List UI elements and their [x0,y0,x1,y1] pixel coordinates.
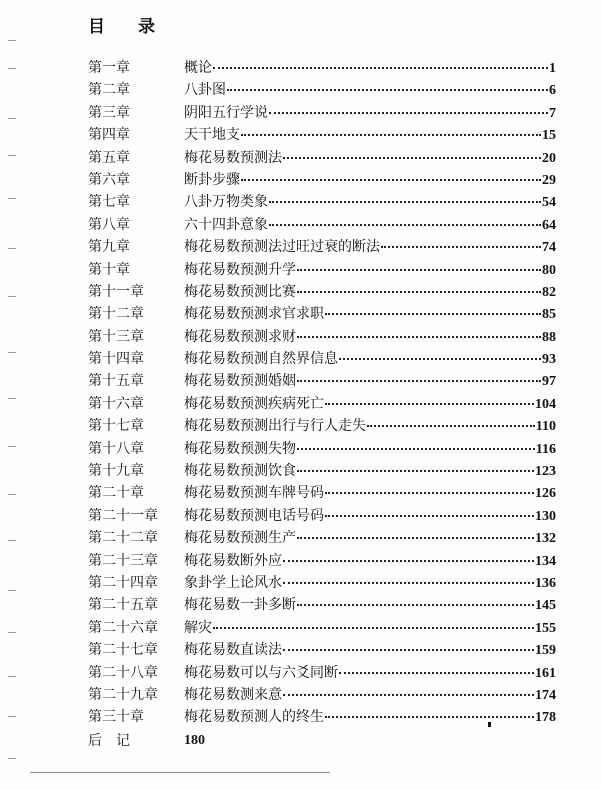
toc-chapter-title: 梅花易数预测婚姻 [184,373,296,390]
toc-dot-leader [339,672,534,674]
toc-entry-line [184,550,556,573]
toc-page-number: 110 [535,419,556,435]
toc-chapter-title: 断卦步骤 [184,171,240,188]
toc-chapter-title: 梅花易数预测比赛 [184,283,296,300]
toc-chapter-number: 第二十三章 [88,552,158,569]
toc-chapter-title: 梅花易数预测出行与行人走失 [184,418,366,435]
toc-heading-char-1: 目 [88,17,105,37]
toc-chapter-number: 第二十八章 [88,664,158,681]
toc-chapter-title: 梅花易数预测求财 [184,328,296,345]
toc-entry-line [184,348,556,371]
toc-chapter-title: 梅花易数预测失物 [184,440,296,457]
toc-chapter-number: 第二十一章 [88,507,158,524]
afterword-page-number: 180 [184,733,205,748]
toc-page-number: 15 [542,128,556,144]
scan-speck [488,722,491,727]
margin-tick [8,155,16,156]
toc-page-number: 145 [535,598,556,614]
toc-chapter-number: 第二十七章 [88,642,158,659]
toc-chapter-number: 第十七章 [88,418,144,435]
bottom-rule [30,772,330,773]
toc-entry-line [184,169,556,192]
toc-page-number: 132 [535,531,556,547]
toc-dot-leader [297,470,534,472]
toc-dot-leader [227,89,548,91]
toc-entry [0,393,601,415]
toc-page-number: 93 [542,352,556,368]
toc-chapter-number: 第二十四章 [88,574,158,591]
toc-dot-leader [297,537,534,539]
toc-entry [0,348,601,370]
toc-page-number: 116 [535,441,556,457]
toc-page-number: 74 [542,240,556,256]
toc-chapter-number: 第十一章 [88,283,144,300]
toc-chapter-title: 象卦学上论风水 [184,574,282,591]
toc-page-number: 97 [542,374,556,390]
toc-page-number: 126 [535,486,556,502]
toc-entry-line [184,370,556,393]
toc-entry [0,147,601,169]
toc-entry-line [184,191,556,214]
toc-chapter-title: 梅花易数预测疾病死亡 [184,395,324,412]
toc-chapter-title: 梅花易数预测饮食 [184,463,296,480]
toc-dot-leader [339,358,541,360]
toc-entry-line [184,460,556,483]
margin-tick [8,676,16,677]
toc-entry-line [184,281,556,304]
toc-entry [0,662,601,684]
toc-entry [0,370,601,392]
toc-chapter-title: 梅花易数预测升学 [184,261,296,278]
toc-chapter-title: 梅花易数直读法 [184,642,282,659]
toc-page-number: 174 [535,687,556,703]
toc-entry [0,639,601,661]
toc-chapter-title: 梅花易数预测自然界信息 [184,351,338,368]
toc-chapter-number: 第一章 [88,60,130,76]
toc-chapter-title: 梅花易数可以与六爻同断 [184,664,338,681]
toc-chapter-number: 第二十五章 [88,597,158,614]
margin-tick [8,40,16,41]
toc-chapter-title: 梅花易数预测人的终生 [184,709,324,726]
toc-entry [0,706,601,728]
toc-page-number: 134 [535,553,556,569]
toc-dot-leader [283,560,534,562]
toc-chapter-number: 第二十二章 [88,530,158,547]
toc-entry-line [184,594,556,617]
toc-dot-leader [367,425,535,427]
toc-entry-line [184,505,556,528]
toc-page-number: 161 [535,665,556,681]
toc-dot-leader [283,694,534,696]
toc-entry [0,482,601,504]
toc-dot-leader [325,716,534,718]
toc-entry [0,550,601,572]
toc-entry [0,124,601,146]
margin-tick [8,296,16,297]
toc-entry-line [184,617,556,640]
toc-entry [0,617,601,639]
margin-tick [8,716,16,717]
toc-entry [0,684,601,706]
toc-page-number: 178 [535,710,556,726]
toc-page-number: 123 [535,464,556,480]
toc-dot-leader [297,336,541,338]
toc-entry [0,460,601,482]
margin-tick [8,758,16,759]
toc-chapter-number: 第九章 [88,239,130,256]
toc-chapter-number: 第五章 [88,149,130,166]
toc-entry-line [184,639,556,662]
toc-page-number: 159 [535,643,556,659]
toc-chapter-title: 八卦图 [184,82,226,99]
toc-chapter-number: 第十八章 [88,440,144,457]
margin-tick [8,632,16,633]
toc-dot-leader [283,157,541,159]
toc-chapter-number: 第二十章 [88,485,144,502]
toc-entry-line [184,572,556,595]
toc-page-number: 1 [549,61,556,76]
toc-entry-line [184,482,556,505]
toc-entry-line [184,684,556,707]
toc-chapter-title: 八卦万物类象 [184,194,268,211]
toc-page-number: 54 [542,195,556,211]
margin-tick [8,118,16,119]
toc-chapter-title: 六十四卦意象 [184,216,268,233]
toc-chapter-title: 梅花易数预测求官求职 [184,306,324,323]
margin-tick [8,68,16,69]
afterword-label: 后 记 [88,733,130,749]
toc-entry [0,102,601,124]
toc-chapter-number: 第十六章 [88,395,144,412]
toc-dot-leader [297,448,535,450]
toc-entry-line [184,102,556,125]
toc-page-number: 80 [542,262,556,278]
toc-page-number: 7 [549,105,556,121]
margin-tick [8,398,16,399]
toc-entry-line [184,57,556,80]
toc-dot-leader [325,492,534,494]
margin-tick [8,248,16,249]
toc-page-number: 155 [535,620,556,636]
toc-chapter-title: 梅花易数断外应 [184,552,282,569]
toc-dot-leader [269,224,541,226]
toc-entry-line [184,147,556,170]
toc-entry [0,79,601,101]
margin-tick [8,198,16,199]
toc-dot-leader [297,380,541,382]
toc-chapter-number: 第三十章 [88,709,144,726]
toc-dot-leader [297,604,534,606]
toc-dot-leader [283,649,534,651]
toc-entry [0,169,601,191]
toc-entry [0,303,601,325]
toc-chapter-title: 梅花易数预测法过旺过衰的断法 [184,239,380,256]
toc-chapter-title: 梅花易数预测车牌号码 [184,485,324,502]
toc-dot-leader [325,313,541,315]
toc-chapter-title: 概论 [184,60,212,76]
toc-dot-leader [241,134,541,136]
toc-entry-line [184,393,556,416]
toc-dot-leader [213,627,534,629]
margin-tick [8,540,16,541]
toc-entry [0,236,601,258]
toc-entry-line [184,79,556,102]
toc-chapter-title: 梅花易数一卦多断 [184,597,296,614]
toc-dot-leader [325,515,534,517]
toc-chapter-number: 第十九章 [88,463,144,480]
toc-chapter-title: 阴阳五行学说 [184,104,268,121]
toc-dot-leader [283,582,534,584]
toc-chapter-number: 第四章 [88,127,130,144]
toc-entry-line [184,527,556,550]
margin-tick [8,446,16,447]
toc-chapter-title: 梅花易数预测生产 [184,530,296,547]
toc-entry-line [184,236,556,259]
toc-chapter-number: 第二章 [88,82,130,99]
toc-entry-line [184,303,556,326]
toc-page-number: 20 [542,150,556,166]
toc-chapter-number: 第十五章 [88,373,144,390]
toc-entry-line [184,326,556,349]
toc-entry [0,326,601,348]
toc-page-number: 136 [535,575,556,591]
toc-page-number: 82 [542,284,556,300]
toc-chapter-number: 第十章 [88,261,130,278]
toc-entry [0,594,601,616]
toc-page-number: 29 [542,172,556,188]
toc-dot-leader [213,67,548,69]
toc-entry-line [184,438,556,461]
toc-page-number: 85 [542,307,556,323]
toc-dot-leader [241,179,541,181]
toc-entry [0,415,601,437]
toc-entry-line [184,214,556,237]
toc-chapter-number: 第八章 [88,216,130,233]
toc-entry [0,191,601,213]
toc-entry-line [184,706,556,729]
toc-chapter-number: 第二十九章 [88,686,158,703]
toc-chapter-number: 第三章 [88,104,130,121]
toc-page-number: 130 [535,508,556,524]
toc-chapter-title: 梅花易数测来意 [184,686,282,703]
toc-chapter-number: 第十四章 [88,351,144,368]
toc-entry [0,214,601,236]
toc-dot-leader [297,269,541,271]
toc-chapter-number: 第十三章 [88,328,144,345]
toc-chapter-title: 天干地支 [184,127,240,144]
toc-chapter-title: 梅花易数预测电话号码 [184,507,324,524]
toc-page-number: 64 [542,217,556,233]
toc-chapter-title: 解灾 [184,619,212,636]
toc-chapter-number: 第二十六章 [88,619,158,636]
toc-dot-leader [269,201,541,203]
toc-entry [0,438,601,460]
toc-chapter-number: 第十二章 [88,306,144,323]
toc-entry-line [184,124,556,147]
toc-entry [0,505,601,527]
toc-page-number: 6 [549,83,556,99]
toc-chapter-number: 第七章 [88,194,130,211]
toc-chapter-number: 第六章 [88,171,130,188]
toc-entry [0,57,601,79]
toc-chapter-title: 梅花易数预测法 [184,149,282,166]
toc-entry [0,259,601,281]
toc-page-number: 88 [542,329,556,345]
toc-entry-line [184,415,556,438]
toc-entry-line [184,259,556,282]
margin-tick [8,590,16,591]
toc-entry [0,527,601,549]
toc-page-number: 104 [535,396,556,412]
toc-dot-leader [325,403,534,405]
margin-tick [8,352,16,353]
toc-heading-char-2: 录 [138,17,155,37]
toc-entry [0,572,601,594]
table-of-contents [0,57,601,729]
toc-dot-leader [269,112,548,114]
toc-entry [0,281,601,303]
toc-dot-leader [297,291,541,293]
margin-tick [8,494,16,495]
toc-dot-leader [381,246,541,248]
toc-entry-line [184,662,556,685]
